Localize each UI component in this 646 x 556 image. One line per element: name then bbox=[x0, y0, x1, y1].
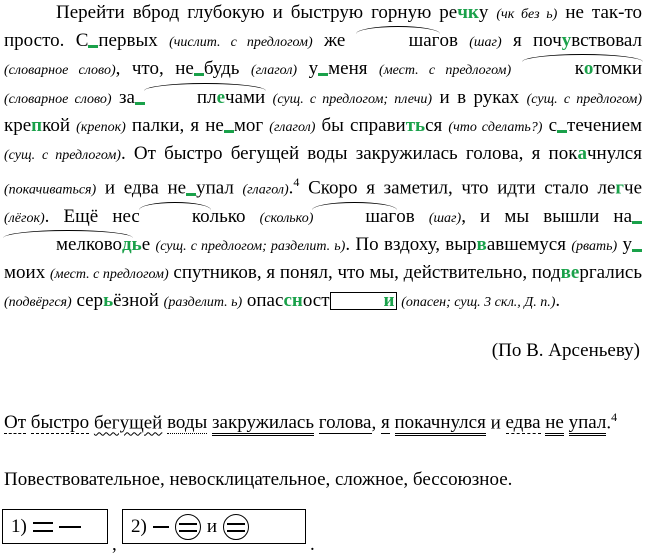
scheme-box-2: 2) и bbox=[122, 509, 306, 544]
root-mark: плечами bbox=[145, 85, 265, 111]
gap-mark bbox=[194, 59, 204, 76]
root-mark: ко bbox=[140, 204, 210, 230]
gap-mark bbox=[318, 59, 328, 76]
root-mark: мелковод bbox=[4, 232, 132, 258]
gap-mark bbox=[632, 207, 642, 224]
double-line-icon bbox=[33, 522, 53, 532]
gap-mark bbox=[224, 116, 234, 133]
single-line-icon bbox=[59, 526, 81, 528]
source-attribution: (По В. Арсеньеву) bbox=[491, 340, 640, 361]
circled-double-line-icon bbox=[175, 514, 201, 540]
root-mark: шаг bbox=[313, 204, 396, 230]
gap-mark bbox=[88, 31, 98, 48]
sentence-analysis: От быстро бегущей воды закружилась голова, я покачнулся и едва не упал.$^4$ bbox=[4, 402, 642, 438]
root-mark: шаг bbox=[357, 28, 440, 54]
circled-double-line-icon bbox=[223, 514, 249, 540]
single-line-icon bbox=[153, 526, 169, 528]
sentence-description: Повествовательное, невосклицательное, сложное, бессоюзное. bbox=[4, 469, 513, 490]
gap-mark bbox=[557, 116, 567, 133]
exercise-text: Перейти вброд глубокую и быструю горную речку (чк без ь) не так-то просто. С первых (числит. с предлогом) же шагов (шаг) я почувствовал (словарное слово), что, не будь (глагол) у меня (мест. с предлогом) котомки (словарное слово) за плечами (сущ. с предлогом; плечи) и в руках (сущ. с предлогом) крепкой (крепок) палки, я не мог (глагол) бы справиться (что сделать?) с течением (сущ. с предлогом). От быстро бегущей воды закружилась голова, я покачнулся (покачиваться) и едва не упал (глагол).$^4$ Скоро я заметил, что идти стало легче (лёгок). Ещё нес колько (сколько) шагов (шаг), и мы вышли намелководье (сущ. с предлогом; разделит. ь). По вздоху, вырвавшемуся (рвать) умоих (мест. с предлогом) спутников, я понял, что мы, действительно, подвергались (подвёргся) серьёзной (разделит. ь) опассност и (опасен; сущ. 3 скл., Д. п.). bbox=[4, 2, 643, 312]
root-mark: котомки bbox=[523, 56, 642, 82]
ending-box: и bbox=[330, 292, 397, 310]
gap-mark bbox=[186, 179, 196, 196]
scheme-box-1: 1) bbox=[2, 509, 108, 544]
gap-mark bbox=[632, 235, 642, 252]
